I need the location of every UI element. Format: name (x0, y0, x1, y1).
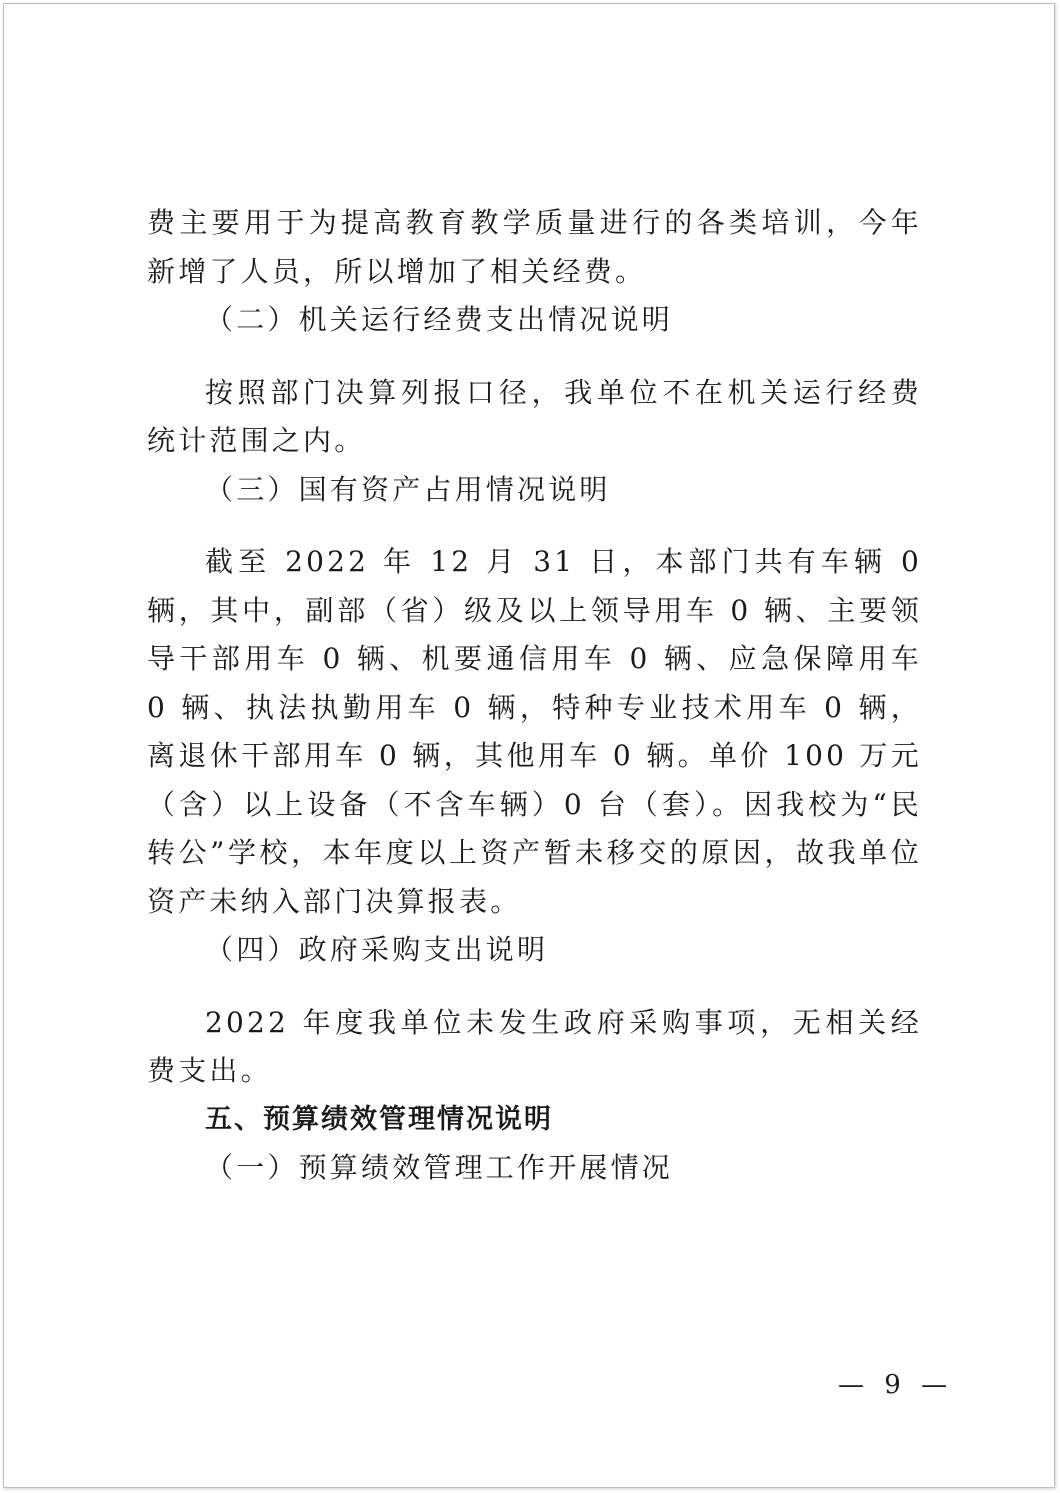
page-number: — 9 — (838, 1370, 954, 1400)
heading-government-procurement: （四）政府采购支出说明 (205, 933, 549, 966)
document-page (3, 3, 1055, 1488)
heading-budget-performance: 五、预算绩效管理情况说明 (205, 1103, 553, 1135)
heading-budget-performance-work: （一）预算绩效管理工作开展情况 (205, 1151, 674, 1184)
paragraph-state-assets: 截至 2022 年 12 月 31 日，本部门共有车辆 0 辆，其中，副部（省）级及以上领导用车 0 辆、主要领导干部用车 0 辆、机要通信用车 0 辆、应急保障用车 0 辆、执法执勤用车 0 辆，特种专业技术用车 0 辆，离退休干部用车 0 辆，其他用车 0 辆。单价 100 万元（含）以上设备（不含车辆）0 台（套）。因我校为“民转公”学校，本年度以上资产暂未移交的原因，故我单位资产未纳入部门决算报表。 (147, 545, 922, 918)
paragraph-government-procurement: 2022 年度我单位未发生政府采购事项，无相关经费支出。 (147, 1005, 922, 1087)
paragraph-agency-operating-expenses: 按照部门决算列报口径，我单位不在机关运行经费统计范围之内。 (147, 375, 922, 457)
heading-agency-operating-expenses: （二）机关运行经费支出情况说明 (205, 303, 674, 336)
page-content (147, 199, 922, 1193)
heading-state-assets: （三）国有资产占用情况说明 (205, 472, 611, 506)
paragraph-training-expenses: 费主要用于为提高教育教学质量进行的各类培训，今年新增了人员，所以增加了相关经费。 (147, 206, 922, 288)
